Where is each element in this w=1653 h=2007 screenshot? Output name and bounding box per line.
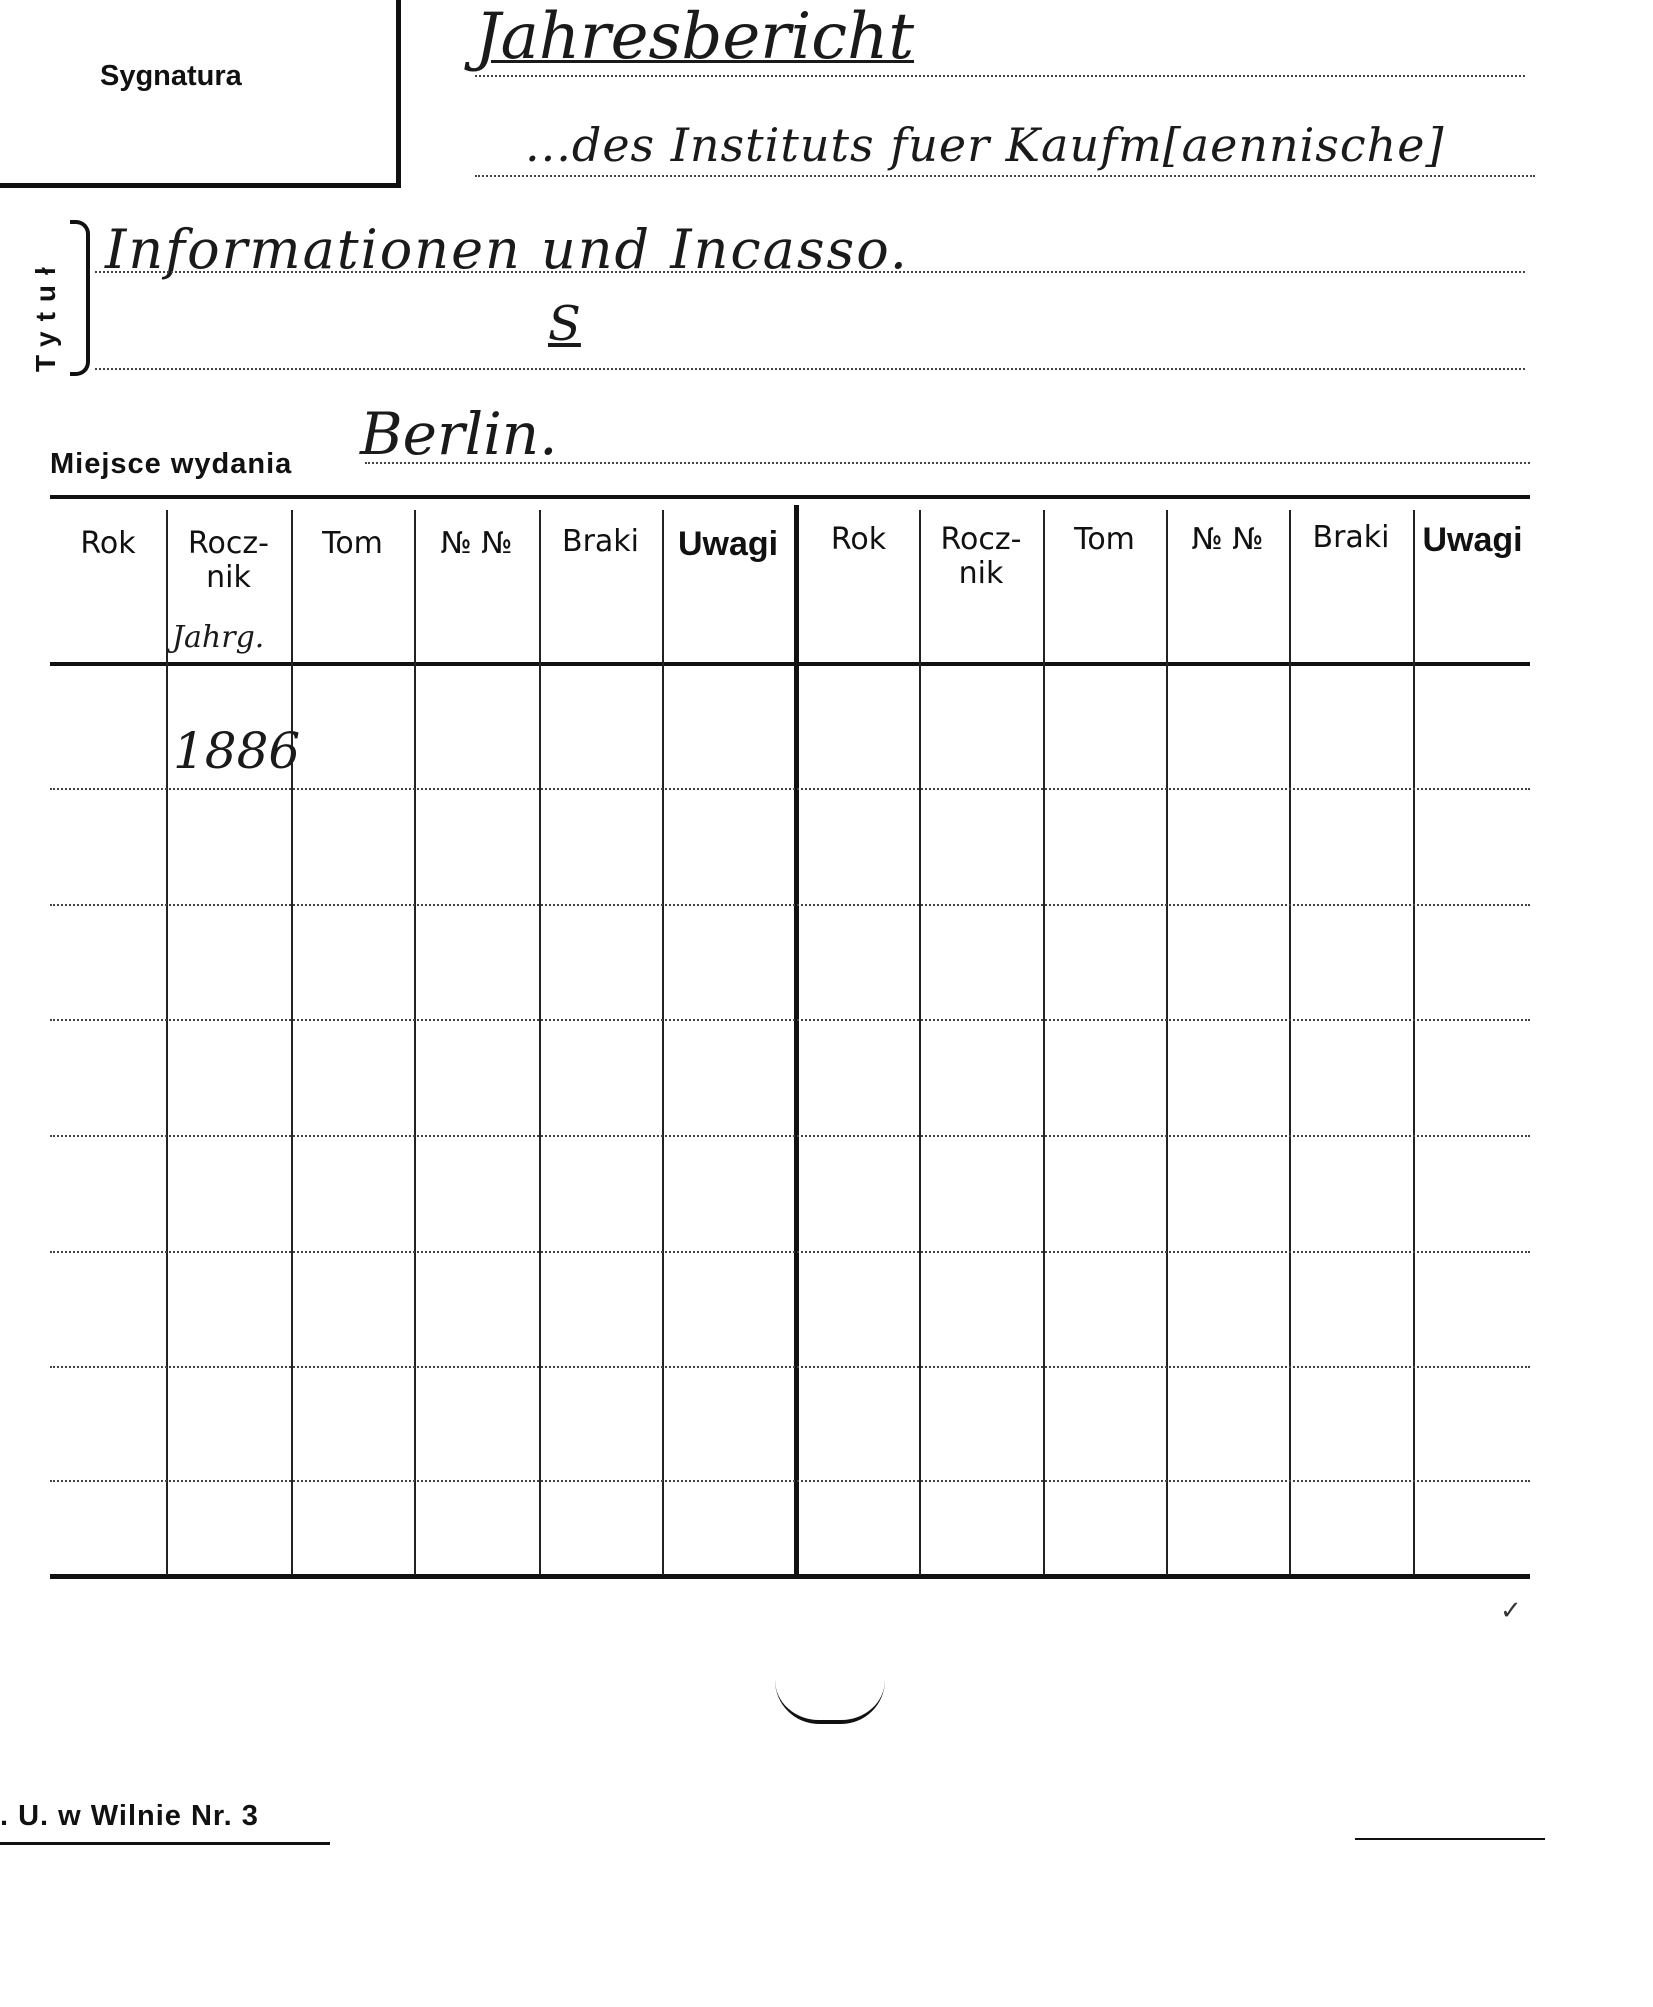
footer-right-line [1355, 1838, 1545, 1840]
column-divider [166, 510, 168, 1575]
title-dotted-line-4 [95, 368, 1525, 370]
row-dotted-line [50, 1251, 1530, 1253]
row-dotted-line [50, 1480, 1530, 1482]
footer-printer-text: . U. w Wilnie Nr. 3 [0, 1800, 259, 1832]
title-dotted-line-3 [95, 271, 1525, 273]
column-divider [919, 510, 921, 1575]
row-dotted-line [50, 904, 1530, 906]
check-mark: ✓ [1500, 1596, 1522, 1626]
place-dotted-line [365, 462, 1530, 464]
header-rok: Rok [80, 526, 136, 561]
place-value: Berlin. [360, 400, 558, 468]
title-handwritten-line1: Jahresbericht [475, 0, 915, 74]
header-tom: Tom [322, 526, 383, 561]
signature-label: Sygnatura [100, 60, 242, 92]
column-divider [414, 510, 416, 1575]
title-field-label: Tytuł [30, 257, 61, 372]
place-label: Miejsce wydania [50, 448, 293, 480]
row-dotted-line [50, 788, 1530, 790]
title-brace [70, 220, 90, 376]
table-header-rule [50, 662, 1530, 666]
column-divider [291, 510, 293, 1575]
header-rocznik-note: Jahrg. [172, 620, 265, 655]
table-bottom-rule [50, 1574, 1530, 1579]
header-uwagi: Uwagi [677, 525, 779, 563]
column-divider [662, 510, 664, 1575]
column-divider [1166, 510, 1168, 1575]
table-top-rule [50, 495, 1530, 499]
row-dotted-line [50, 1366, 1530, 1368]
header-tom-2: Tom [1074, 522, 1135, 557]
title-handwritten-line2: ...des Instituts fuer Kaufm[aennische] [525, 118, 1445, 172]
title-handwritten-mark: S [548, 296, 581, 352]
header-braki: Braki [561, 524, 639, 559]
header-rocznik-2: Rocz- nik [940, 522, 1022, 591]
stamp-arc [775, 1680, 885, 1724]
column-divider [1043, 510, 1045, 1575]
header-uwagi-2: Uwagi [1422, 521, 1523, 559]
header-numbers: № № [440, 526, 513, 561]
row-dotted-line [50, 1019, 1530, 1021]
row-dotted-line [50, 1135, 1530, 1137]
header-braki-2: Braki [1312, 520, 1390, 555]
column-divider [1413, 510, 1415, 1575]
column-divider-center [794, 505, 799, 1575]
header-numbers-2: № № [1191, 522, 1264, 557]
signature-box [0, 0, 401, 188]
column-divider [539, 510, 541, 1575]
title-dotted-line-2 [475, 175, 1535, 177]
header-rocznik: Rocz- nik [188, 526, 269, 595]
footer-underline [0, 1842, 330, 1845]
header-rok-2: Rok [830, 522, 887, 557]
column-divider [1289, 510, 1291, 1575]
title-dotted-line-1 [475, 75, 1525, 77]
title-handwritten-line3: Informationen und Incasso. [105, 218, 909, 281]
table-cell-rocznik-1886: 1886 [173, 722, 301, 780]
